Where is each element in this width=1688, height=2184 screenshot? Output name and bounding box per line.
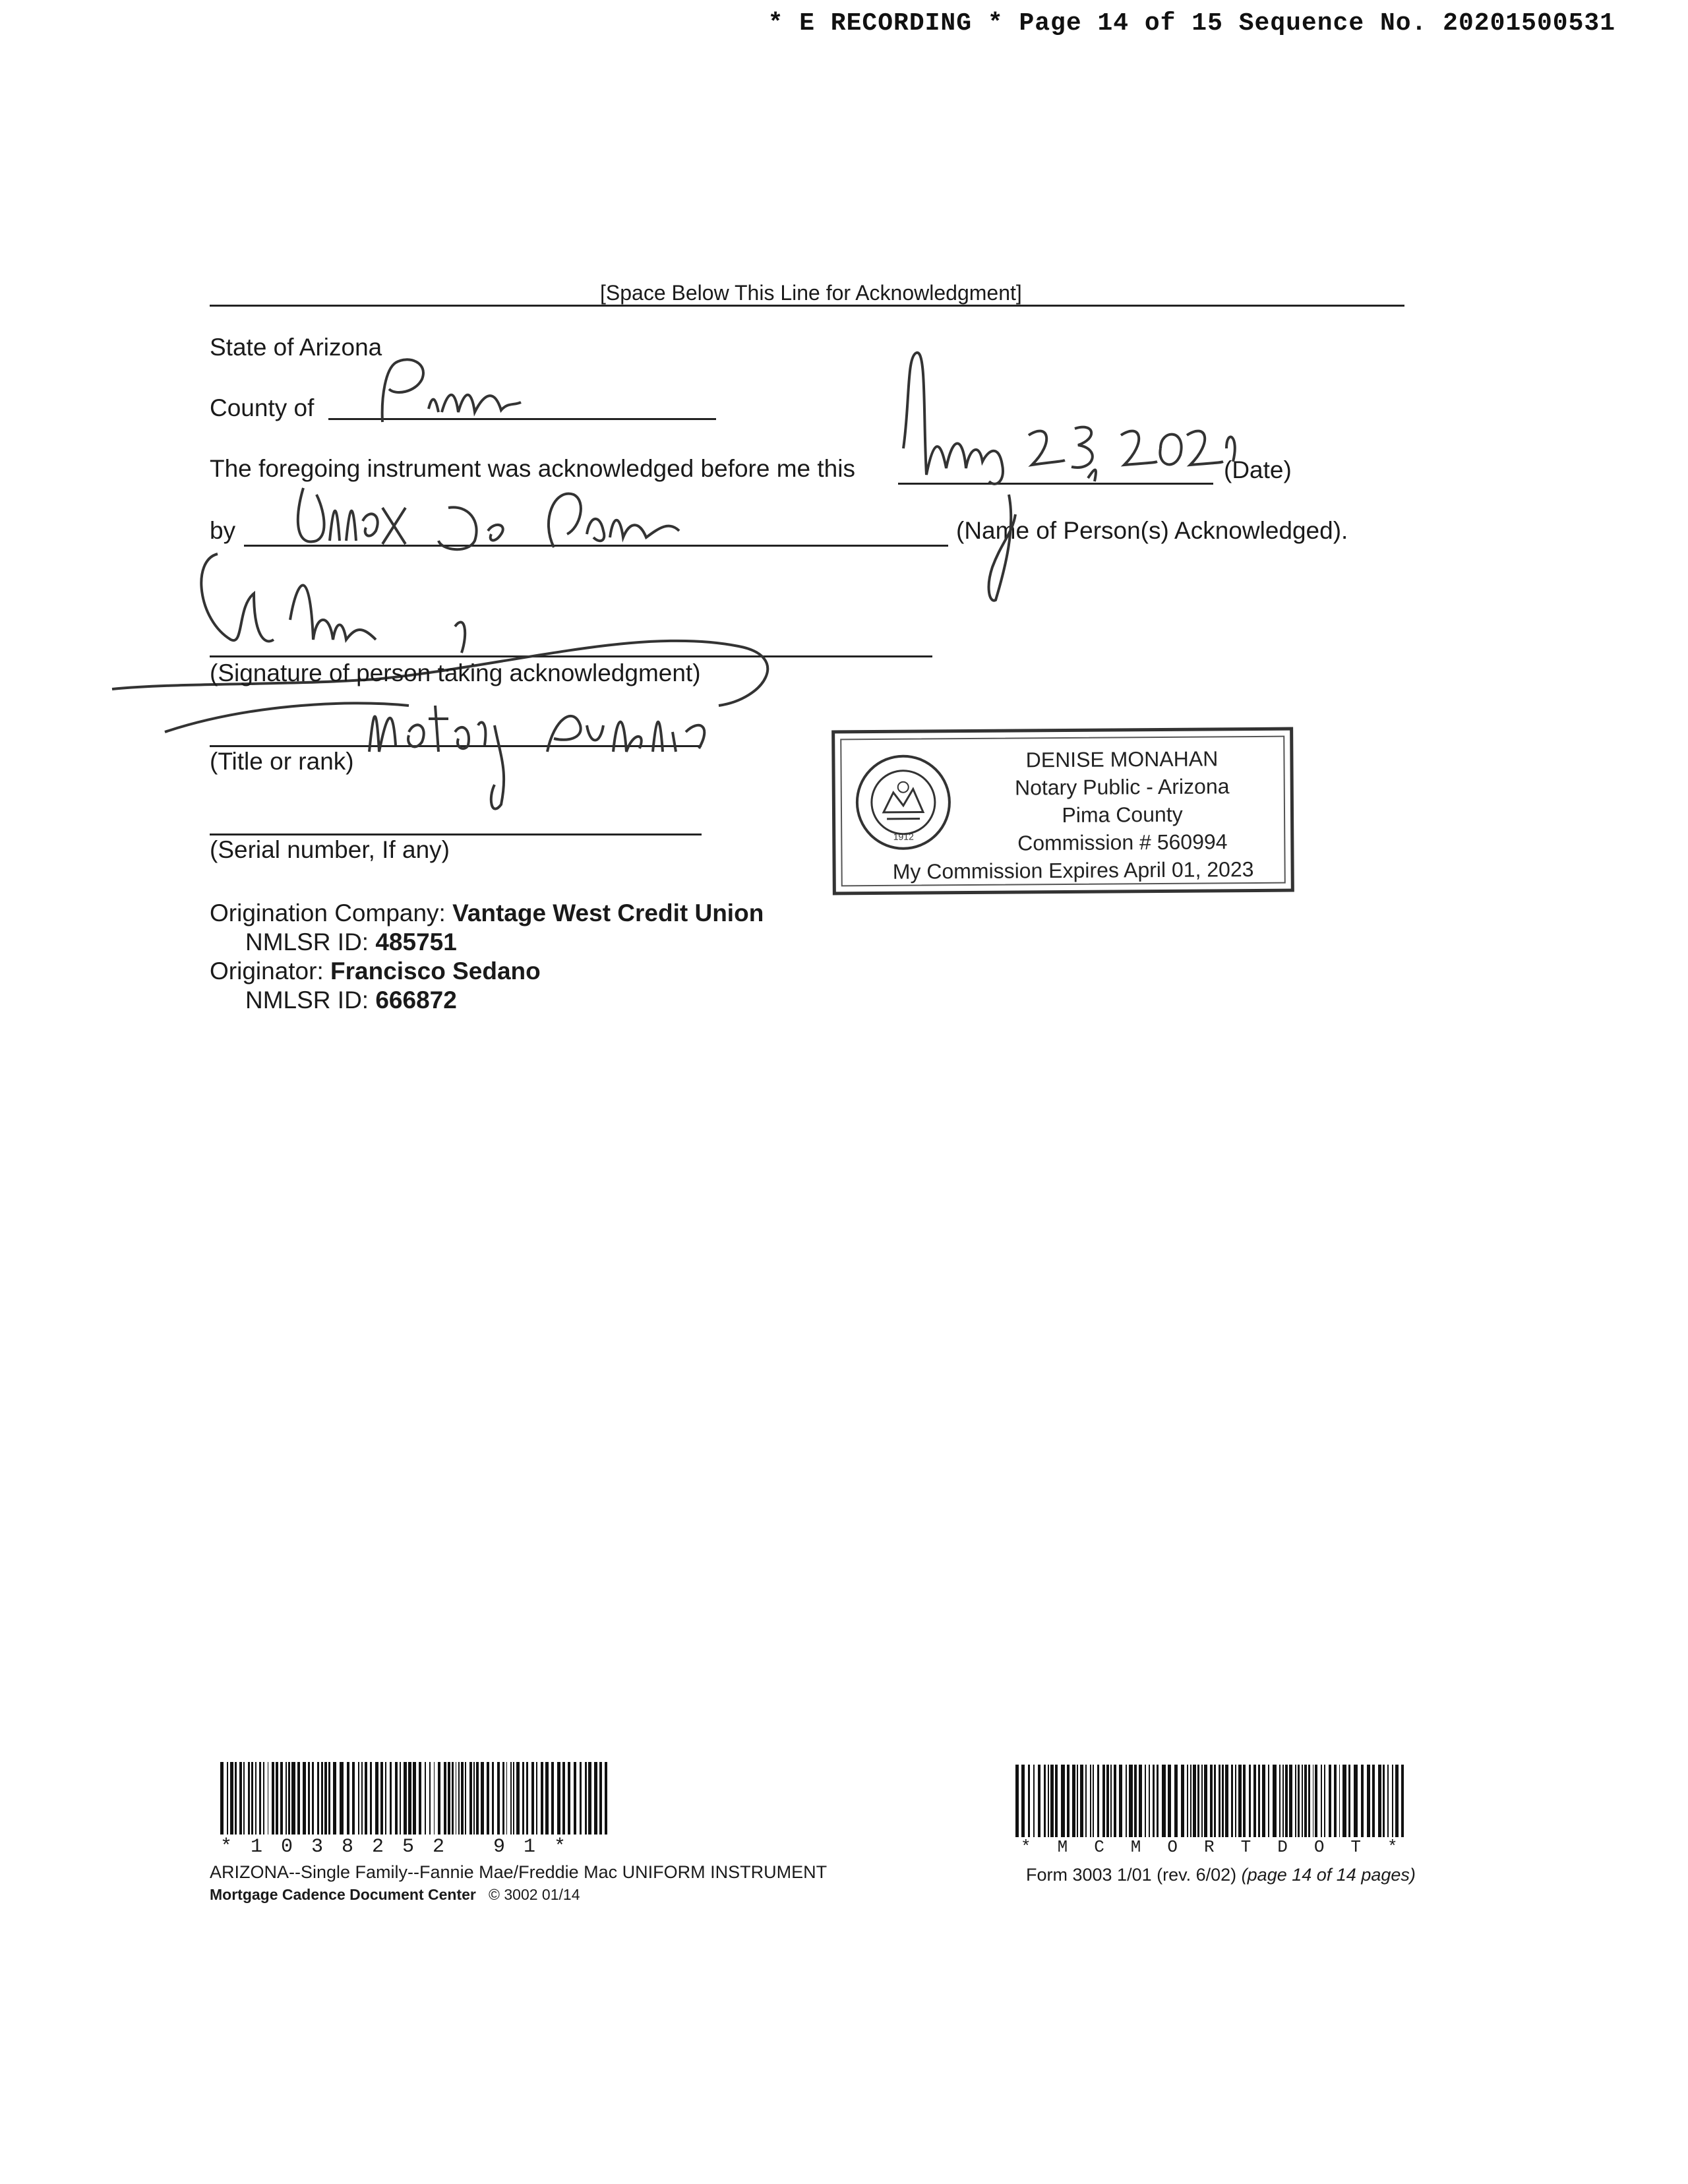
barcode-bar xyxy=(588,1762,591,1835)
person-label: (Name of Person(s) Acknowledged). xyxy=(956,517,1348,544)
barcode-bar xyxy=(557,1762,560,1835)
barcode-bar xyxy=(1214,1765,1216,1837)
barcode-bar xyxy=(1298,1765,1300,1837)
barcode-bar xyxy=(585,1762,587,1835)
serial-line xyxy=(210,834,702,835)
barcode-bar xyxy=(324,1762,327,1835)
barcode-bar xyxy=(1313,1765,1314,1837)
barcode-bar xyxy=(425,1762,426,1835)
barcode-bar xyxy=(562,1762,565,1835)
barcode-bar xyxy=(220,1762,224,1835)
barcode-bar xyxy=(1392,1765,1393,1837)
by-label: by xyxy=(210,517,236,544)
barcode-bar xyxy=(594,1762,597,1835)
barcode-bar xyxy=(400,1762,401,1835)
barcode-bar xyxy=(1235,1765,1237,1837)
foregoing-text: The foregoing instrument was acknowledged before me this xyxy=(210,455,855,482)
name-loop-handwriting xyxy=(976,488,1029,610)
barcode-bar xyxy=(1378,1765,1381,1837)
barcode-bar xyxy=(1077,1765,1078,1837)
barcode-bar xyxy=(286,1762,287,1835)
barcode-bar xyxy=(328,1762,330,1835)
barcode-bar xyxy=(1080,1765,1083,1837)
barcode-bar xyxy=(476,1762,479,1835)
barcode-bar xyxy=(385,1762,386,1835)
barcode-bar xyxy=(230,1762,233,1835)
barcode-bar xyxy=(227,1762,228,1835)
date-label: (Date) xyxy=(1224,456,1292,483)
barcode-bar xyxy=(1153,1765,1155,1837)
notary-commission: Commission # 560994 xyxy=(1017,830,1228,855)
barcode-bar xyxy=(1329,1765,1331,1837)
barcode-bar xyxy=(461,1762,464,1835)
barcode-bar xyxy=(1383,1765,1385,1837)
barcode-bar xyxy=(1190,1765,1191,1837)
barcode-bar xyxy=(1262,1765,1265,1837)
barcode-bar xyxy=(1050,1765,1053,1837)
barcode-bar xyxy=(268,1762,269,1835)
barcode-bar xyxy=(1157,1765,1159,1837)
barcode-bar xyxy=(1395,1765,1399,1837)
barcode-bar xyxy=(1201,1765,1203,1837)
barcode-bar xyxy=(1067,1765,1070,1837)
company-nmlsr: NMLSR ID: 485751 xyxy=(245,928,457,956)
barcode-bar xyxy=(510,1762,512,1835)
barcode-bar xyxy=(502,1762,504,1835)
barcode-bar xyxy=(574,1762,576,1835)
barcode-bar xyxy=(605,1762,607,1835)
notary-expires: My Commission Expires April 01, 2023 xyxy=(892,857,1254,884)
barcode-bar xyxy=(1295,1765,1296,1837)
barcode-right-text: *MCMORTDOT* xyxy=(1021,1837,1424,1857)
barcode-bar xyxy=(1162,1765,1165,1837)
barcode-bar xyxy=(1249,1765,1251,1837)
barcode-bar xyxy=(1090,1765,1091,1837)
barcode-left xyxy=(220,1762,609,1835)
origination-company: Origination Company: Vantage West Credit Union xyxy=(210,899,764,926)
barcode-bar xyxy=(448,1762,450,1835)
barcode-bar xyxy=(1225,1765,1228,1837)
barcode-bar xyxy=(352,1762,355,1835)
barcode-bar xyxy=(413,1762,415,1835)
barcode-bar xyxy=(239,1762,242,1835)
barcode-bar xyxy=(255,1762,256,1835)
barcode-bar xyxy=(1304,1765,1307,1837)
barcode-bar xyxy=(375,1762,378,1835)
instrument-line: ARIZONA--Single Family--Fannie Mae/Freddie Mac UNIFORM INSTRUMENT xyxy=(210,1862,828,1882)
barcode-bar xyxy=(1334,1765,1337,1837)
barcode-bar xyxy=(248,1762,250,1835)
barcode-bar xyxy=(481,1762,484,1835)
barcode-bar xyxy=(568,1762,570,1835)
barcode-bar xyxy=(1145,1765,1147,1837)
barcode-bar xyxy=(358,1762,360,1835)
barcode-bar xyxy=(1085,1765,1087,1837)
barcode-bar xyxy=(1354,1765,1357,1837)
state-seal-icon xyxy=(853,752,953,852)
barcode-bar xyxy=(1038,1765,1040,1837)
notary-county: Pima County xyxy=(1062,802,1183,828)
barcode-bar xyxy=(321,1762,323,1835)
barcode-bar xyxy=(1048,1765,1050,1837)
state-label: State of Arizona xyxy=(210,334,382,361)
barcode-bar xyxy=(263,1762,264,1835)
barcode-bar xyxy=(1093,1765,1094,1837)
barcode-bar xyxy=(1072,1765,1075,1837)
barcode-bar xyxy=(1193,1765,1196,1837)
barcode-bar xyxy=(1222,1765,1224,1837)
barcode-bar xyxy=(1126,1765,1127,1837)
barcode-bar xyxy=(599,1762,602,1835)
doc-center-line: Mortgage Cadence Document Center © 3002 01/14 xyxy=(210,1886,580,1903)
barcode-bar xyxy=(235,1762,237,1835)
barcode-bar xyxy=(1181,1765,1184,1837)
barcode-bar xyxy=(404,1762,407,1835)
barcode-bar xyxy=(1015,1765,1019,1837)
barcode-bar xyxy=(536,1762,537,1835)
originator: Originator: Francisco Sedano xyxy=(210,957,541,985)
barcode-bar xyxy=(365,1762,367,1835)
title-handwriting xyxy=(356,679,712,828)
barcode-bar xyxy=(506,1762,508,1835)
barcode-bar xyxy=(1187,1765,1188,1837)
notary-stamp xyxy=(831,727,1294,895)
barcode-bar xyxy=(1238,1765,1241,1837)
barcode-bar xyxy=(1285,1765,1288,1837)
barcode-bar xyxy=(243,1762,245,1835)
barcode-bar xyxy=(444,1762,446,1835)
barcode-bar xyxy=(1134,1765,1137,1837)
barcode-bar xyxy=(1268,1765,1269,1837)
barcode-bar xyxy=(1401,1765,1404,1837)
barcode-bar xyxy=(1110,1765,1112,1837)
svg-text:1912: 1912 xyxy=(893,831,914,842)
barcode-bar xyxy=(340,1762,343,1835)
barcode-bar xyxy=(1174,1765,1177,1837)
barcode-bar xyxy=(1282,1765,1284,1837)
barcode-bar xyxy=(361,1762,363,1835)
barcode-bar xyxy=(531,1762,534,1835)
acknowledgment-heading: [Space Below This Line for Acknowledgment] xyxy=(600,281,1022,305)
form-line: Form 3003 1/01 (rev. 6/02) (page 14 of 14 pages) xyxy=(1026,1865,1416,1885)
barcode-bar xyxy=(526,1762,529,1835)
barcode-bar xyxy=(429,1762,431,1835)
barcode-bar xyxy=(1361,1765,1364,1837)
county-handwriting xyxy=(356,349,528,432)
barcode-bar xyxy=(1055,1765,1058,1837)
barcode-bar xyxy=(465,1762,466,1835)
barcode-bar xyxy=(1279,1765,1281,1837)
barcode-bar xyxy=(259,1762,261,1835)
barcode-bar xyxy=(1348,1765,1351,1837)
barcode-bar xyxy=(288,1762,291,1835)
barcode-bar xyxy=(456,1762,457,1835)
barcode-bar xyxy=(513,1762,514,1835)
barcode-bar xyxy=(438,1762,440,1835)
recording-header: * E RECORDING * Page 14 of 15 Sequence No. 20201500531 xyxy=(768,9,1615,38)
barcode-bar xyxy=(1197,1765,1199,1837)
barcode-bar xyxy=(1321,1765,1322,1837)
county-label: County of xyxy=(210,394,315,421)
barcode-bar xyxy=(487,1762,489,1835)
barcode-bar xyxy=(419,1762,421,1835)
barcode-bar xyxy=(1021,1765,1024,1837)
barcode-bar xyxy=(1119,1765,1122,1837)
title-label: (Title or rank) xyxy=(210,748,354,775)
barcode-bar xyxy=(1210,1765,1213,1837)
barcode-bar xyxy=(434,1762,435,1835)
barcode-bar xyxy=(1231,1765,1233,1837)
barcode-bar xyxy=(370,1762,372,1835)
barcode-bar xyxy=(1219,1765,1221,1837)
barcode-bar xyxy=(1139,1765,1141,1837)
barcode-bar xyxy=(492,1762,494,1835)
notary-title: Notary Public - Arizona xyxy=(1014,774,1230,800)
barcode-bar xyxy=(395,1762,398,1835)
barcode-bar xyxy=(1097,1765,1099,1837)
barcode-bar xyxy=(408,1762,411,1835)
barcode-bar xyxy=(1044,1765,1046,1837)
barcode-bar xyxy=(1342,1765,1346,1837)
barcode-bar xyxy=(280,1762,283,1835)
barcode-bar xyxy=(469,1762,472,1835)
barcode-bar xyxy=(452,1762,454,1835)
barcode-bar xyxy=(1106,1765,1109,1837)
barcode-bar xyxy=(1114,1765,1116,1837)
barcode-bar xyxy=(1273,1765,1276,1837)
barcode-bar xyxy=(333,1762,336,1835)
barcode-bar xyxy=(1243,1765,1246,1837)
barcode-bar xyxy=(276,1762,278,1835)
barcode-bar xyxy=(1324,1765,1326,1837)
barcode-bar xyxy=(312,1762,314,1835)
barcode-bar xyxy=(1033,1765,1035,1837)
barcode-bar xyxy=(1168,1765,1171,1837)
barcode-bar xyxy=(1367,1765,1370,1837)
barcode-bar xyxy=(1302,1765,1303,1837)
serial-label: (Serial number, If any) xyxy=(210,836,450,863)
barcode-bar xyxy=(1387,1765,1389,1837)
barcode-bar xyxy=(1204,1765,1207,1837)
barcode-left-text: *1038252 91* xyxy=(220,1836,585,1858)
barcode-bar xyxy=(1372,1765,1375,1837)
barcode-bar xyxy=(1061,1765,1064,1837)
barcode-bar xyxy=(516,1762,520,1835)
barcode-bar xyxy=(303,1762,306,1835)
barcode-bar xyxy=(1149,1765,1150,1837)
barcode-right xyxy=(1015,1765,1406,1837)
barcode-bar xyxy=(297,1762,300,1835)
barcode-bar xyxy=(380,1762,383,1835)
barcode-bar xyxy=(347,1762,349,1835)
barcode-bar xyxy=(497,1762,500,1835)
barcode-bar xyxy=(522,1762,524,1835)
barcode-bar xyxy=(272,1762,274,1835)
barcode-bar xyxy=(1028,1765,1031,1837)
barcode-bar xyxy=(308,1762,310,1835)
barcode-bar xyxy=(473,1762,475,1835)
barcode-bar xyxy=(1129,1765,1132,1837)
barcode-bar xyxy=(1102,1765,1105,1837)
barcode-bar xyxy=(1315,1765,1317,1837)
barcode-bar xyxy=(545,1762,549,1835)
signature-label: (Signature of person taking acknowledgment) xyxy=(210,659,701,686)
barcode-bar xyxy=(1258,1765,1260,1837)
barcode-bar xyxy=(1308,1765,1310,1837)
originator-nmlsr: NMLSR ID: 666872 xyxy=(245,986,457,1014)
barcode-bar xyxy=(251,1762,254,1835)
barcode-bar xyxy=(390,1762,392,1835)
barcode-bar xyxy=(1289,1765,1292,1837)
barcode-bar xyxy=(551,1762,554,1835)
date-handwriting xyxy=(897,349,1240,491)
barcode-bar xyxy=(541,1762,543,1835)
barcode-bar xyxy=(458,1762,460,1835)
notary-name: DENISE MONAHAN xyxy=(1025,746,1219,772)
barcode-bar xyxy=(1253,1765,1256,1837)
barcode-bar xyxy=(1339,1765,1341,1837)
barcode-bar xyxy=(291,1762,295,1835)
barcode-bar xyxy=(580,1762,582,1835)
barcode-bar xyxy=(317,1762,320,1835)
